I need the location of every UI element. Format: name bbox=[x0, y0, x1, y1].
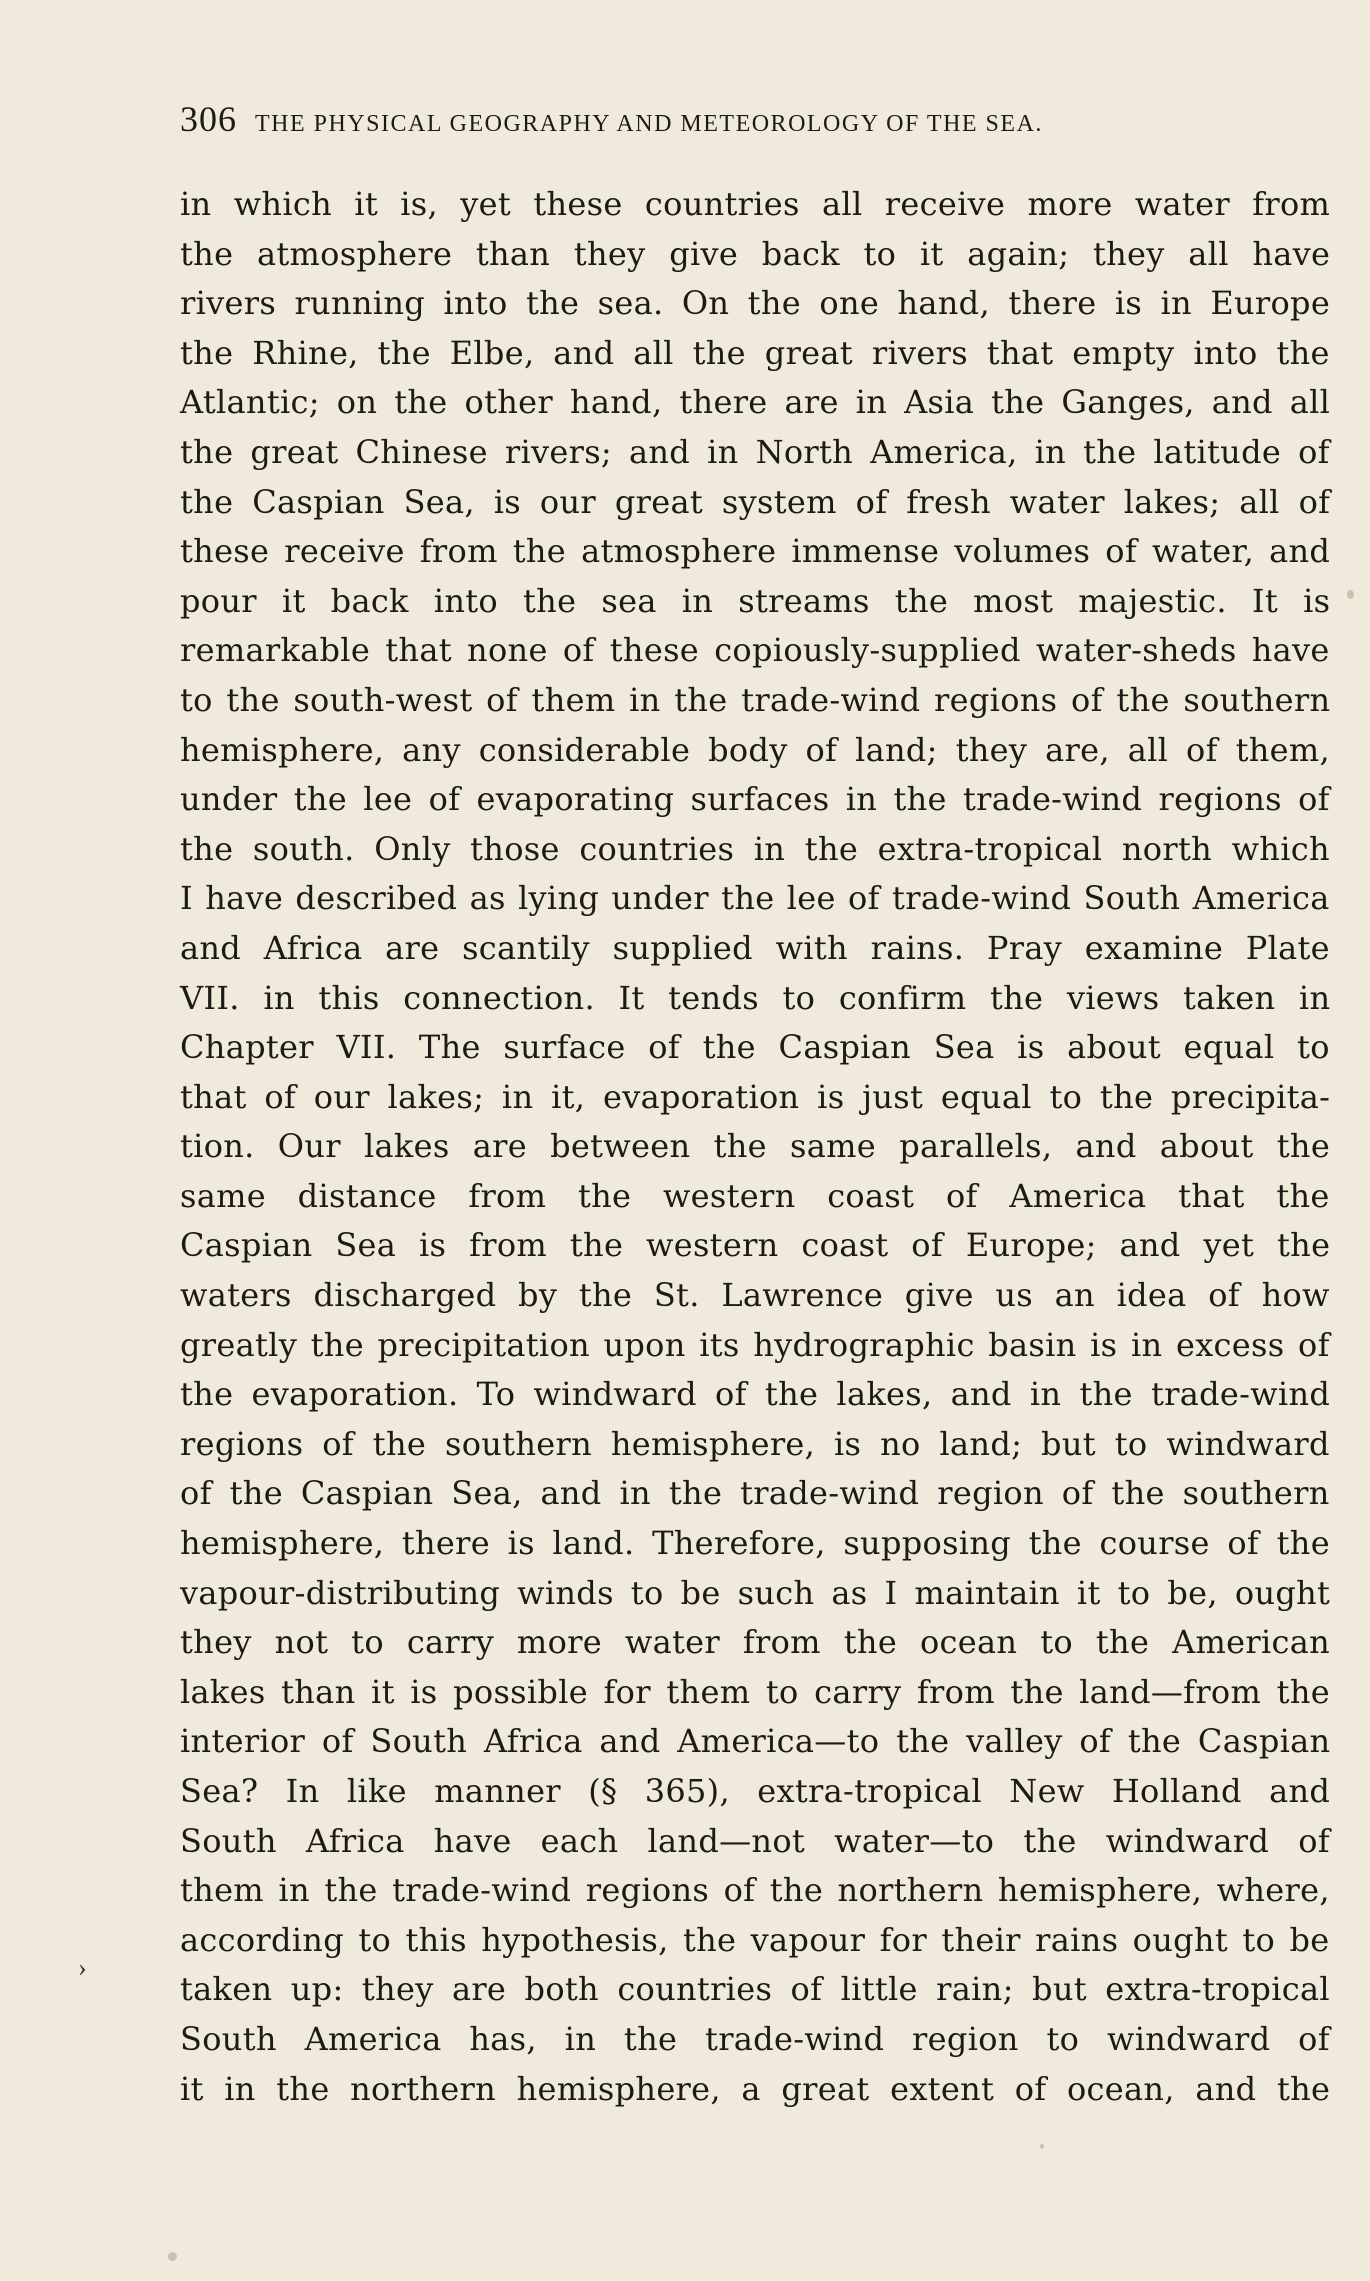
text-line: Chapter VII. The surface of the Caspian Sea is about equal to bbox=[180, 1028, 1330, 1067]
text-line: pour it back into the sea in streams the most majestic. It is bbox=[180, 581, 1331, 620]
text-line: of the Caspian Sea, and in the trade-wind region of the southern bbox=[180, 1474, 1330, 1513]
text-line: hemisphere, any considerable body of land; they are, all of them, bbox=[180, 730, 1331, 769]
text-line: the great Chinese rivers; and in North America, in the latitude of bbox=[180, 432, 1330, 471]
paper-speck bbox=[168, 2252, 177, 2261]
text-line: Sea? In like manner (§ 365), extra-tropical New Holland and bbox=[180, 1772, 1331, 1810]
text-line: them in the trade-wind regions of the northern hemisphere, where, bbox=[180, 1871, 1330, 1910]
text-line: I have described as lying under the lee of trade-wind South America bbox=[180, 879, 1330, 918]
text-line: Atlantic; on the other hand, there are in Asia the Ganges, and all bbox=[180, 383, 1331, 422]
text-line: the Rhine, the Elbe, and all the great rivers that empty into the bbox=[180, 333, 1330, 372]
text-line: lakes than it is possible for them to carry from the land—from the bbox=[180, 1672, 1330, 1711]
page-number: 306 bbox=[180, 99, 237, 139]
body-text bbox=[180, 180, 1330, 2114]
text-line: that of our lakes; in it, evaporation is just equal to the precipita- bbox=[180, 1077, 1331, 1116]
text-line: VII. in this connection. It tends to confirm the views taken in bbox=[180, 978, 1331, 1017]
text-line: South Africa have each land—not water—to the windward of bbox=[180, 1821, 1330, 1860]
text-line: hemisphere, there is land. Therefore, supposing the course of the bbox=[180, 1524, 1330, 1563]
text-line: to the south-west of them in the trade-wind regions of the southern bbox=[180, 680, 1331, 719]
paper-speck bbox=[1040, 2144, 1044, 2149]
text-line: vapour-distributing winds to be such as I maintain it to be, ought bbox=[180, 1573, 1331, 1612]
text-line: rivers running into the sea. On the one hand, there is in Europe bbox=[180, 284, 1331, 323]
text-line: the south. Only those countries in the extra-tropical north which bbox=[180, 829, 1330, 868]
text-line: the Caspian Sea, is our great system of fresh water lakes; all of bbox=[180, 482, 1331, 521]
text-line: according to this hypothesis, the vapour for their rains ought to be bbox=[180, 1920, 1330, 1959]
text-line: South America has, in the trade-wind region to windward of bbox=[180, 2019, 1330, 2058]
text-line: greatly the precipitation upon its hydrographic basin is in excess of bbox=[180, 1325, 1330, 1364]
text-line: same distance from the western coast of America that the bbox=[180, 1176, 1330, 1215]
text-line: it in the northern hemisphere, a great extent of ocean, and the bbox=[180, 2069, 1331, 2108]
text-line: under the lee of evaporating surfaces in the trade-wind regions of bbox=[180, 780, 1330, 819]
text-line: the atmosphere than they give back to it again; they all have bbox=[180, 234, 1331, 273]
text-line: and Africa are scantily supplied with rains. Pray examine Plate bbox=[180, 928, 1330, 967]
text-line: they not to carry more water from the ocean to the American bbox=[180, 1623, 1331, 1662]
text-line: these receive from the atmosphere immense volumes of water, and bbox=[180, 532, 1331, 571]
text-line: waters discharged by the St. Lawrence give us an idea of how bbox=[180, 1276, 1330, 1315]
text-line: regions of the southern hemisphere, is no land; but to windward bbox=[180, 1424, 1330, 1463]
text-line: in which it is, yet these countries all receive more water from bbox=[180, 185, 1331, 223]
text-line: tion. Our lakes are between the same parallels, and about the bbox=[180, 1127, 1331, 1166]
text-line: the evaporation. To windward of the lakes, and in the trade-wind bbox=[180, 1375, 1331, 1414]
text-line: Caspian Sea is from the western coast of Europe; and yet the bbox=[180, 1226, 1331, 1265]
text-line: interior of South Africa and America—to the valley of the Caspian bbox=[180, 1722, 1331, 1761]
text-line: taken up: they are both countries of little rain; but extra-tropical bbox=[180, 1970, 1330, 2009]
running-head bbox=[180, 98, 1260, 148]
text-line: remarkable that none of these copiously-supplied water-sheds have bbox=[180, 631, 1330, 670]
margin-mark: › bbox=[78, 1953, 87, 1982]
running-title: THE PHYSICAL GEOGRAPHY AND METEOROLOGY OF THE SEA. bbox=[255, 111, 1043, 137]
paper-speck bbox=[1347, 590, 1354, 599]
